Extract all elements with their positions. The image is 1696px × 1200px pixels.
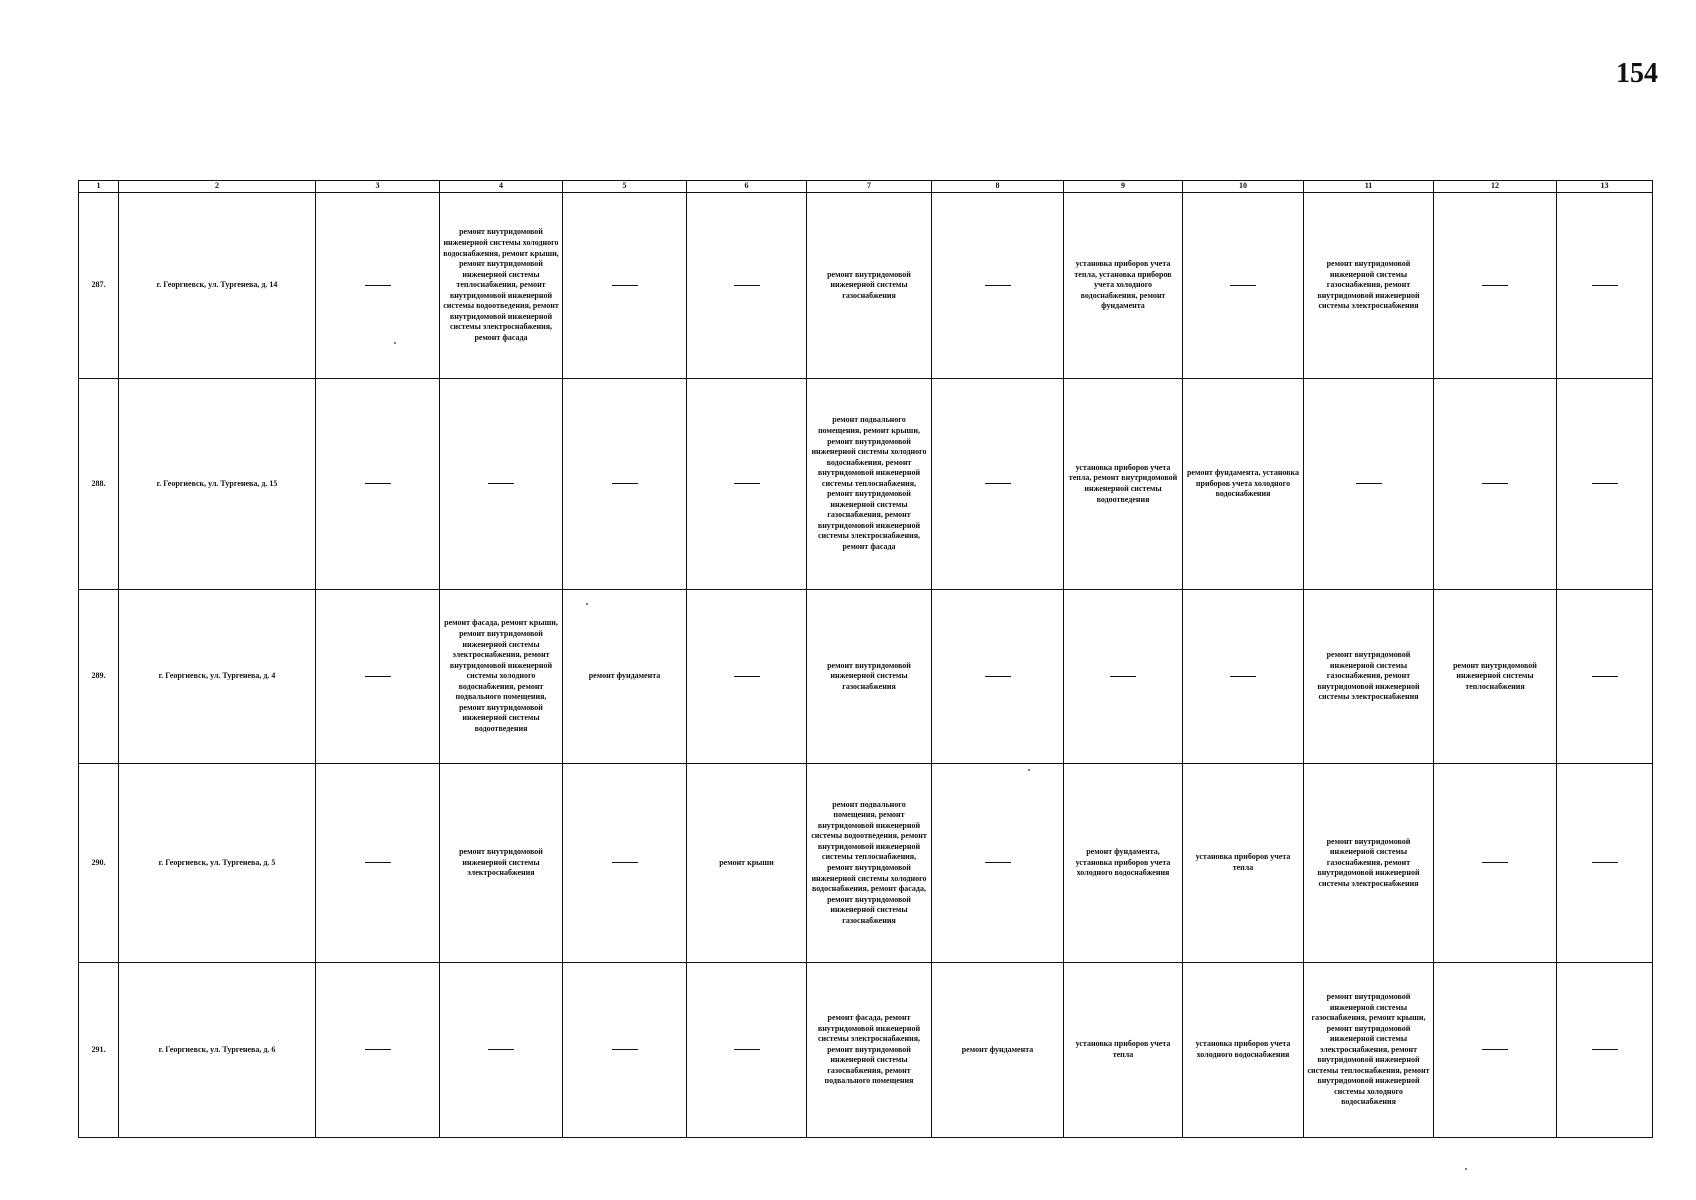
work-cell-3 <box>316 590 440 764</box>
empty-dash <box>365 285 391 286</box>
work-cell-9: установка приборов учета тепла <box>1064 963 1183 1138</box>
empty-dash <box>1110 676 1136 677</box>
empty-dash <box>985 285 1011 286</box>
work-cell-9: ремонт фундамента, установка приборов учета холодного водоснабжения <box>1064 764 1183 963</box>
work-cell-4: ремонт внутридомовой инженерной системы холодного водоснабжения, ремонт крыши, ремонт внутридомовой инженерной системы теплоснабжения, ремонт внутридомовой инженерной системы водоотведения, ремонт внутридомовой инженерной системы электроснабжения, ремонт фасада <box>440 193 563 379</box>
work-cell-9 <box>1064 590 1183 764</box>
work-cell-12 <box>1434 379 1557 590</box>
work-cell-12 <box>1434 764 1557 963</box>
work-cell-7: ремонт внутридомовой инженерной системы газоснабжения <box>807 590 932 764</box>
work-cell-13 <box>1557 379 1653 590</box>
work-cell-8 <box>932 590 1064 764</box>
empty-dash <box>488 483 514 484</box>
work-cell-11 <box>1304 379 1434 590</box>
work-cell-10: установка приборов учета тепла <box>1183 764 1304 963</box>
row-number-cell: 288. <box>79 379 119 590</box>
empty-dash <box>1482 285 1508 286</box>
row-number-cell: 287. <box>79 193 119 379</box>
address-cell: г. Георгиевск, ул. Тургенева, д. 15 <box>119 379 316 590</box>
table-row <box>79 764 1653 963</box>
work-cell-13 <box>1557 764 1653 963</box>
work-cell-11: ремонт внутридомовой инженерной системы газоснабжения, ремонт внутридомовой инженерной системы электроснабжения <box>1304 764 1434 963</box>
work-cell-13 <box>1557 590 1653 764</box>
address-cell: г. Георгиевск, ул. Тургенева, д. 6 <box>119 963 316 1138</box>
empty-dash <box>985 483 1011 484</box>
work-cell-4 <box>440 963 563 1138</box>
work-cell-5 <box>563 379 687 590</box>
empty-dash <box>985 676 1011 677</box>
work-cell-11: ремонт внутридомовой инженерной системы газоснабжения, ремонт внутридомовой инженерной системы электроснабжения <box>1304 590 1434 764</box>
work-cell-6 <box>687 590 807 764</box>
table-row <box>79 963 1653 1138</box>
empty-dash <box>365 483 391 484</box>
work-cell-5 <box>563 764 687 963</box>
empty-dash <box>1592 862 1618 863</box>
page-number: 154 <box>1616 58 1658 89</box>
work-cell-10 <box>1183 193 1304 379</box>
work-cell-6 <box>687 963 807 1138</box>
work-cell-7: ремонт внутридомовой инженерной системы газоснабжения <box>807 193 932 379</box>
work-cell-3 <box>316 379 440 590</box>
work-cell-4 <box>440 379 563 590</box>
work-cell-4: ремонт фасада, ремонт крыши, ремонт внутридомовой инженерной системы электроснабжения, ремонт внутридомовой инженерной системы холодного водоснабжения, ремонт подвального помещения, ремонт внутридомовой инженерной системы водоотведения <box>440 590 563 764</box>
column-number: 10 <box>1183 181 1304 193</box>
work-cell-12: ремонт внутридомовой инженерной системы теплоснабжения <box>1434 590 1557 764</box>
empty-dash <box>612 483 638 484</box>
work-cell-7: ремонт фасада, ремонт внутридомовой инженерной системы электроснабжения, ремонт внутридомовой инженерной системы газоснабжения, ремонт подвального помещения <box>807 963 932 1138</box>
column-number: 13 <box>1557 181 1653 193</box>
empty-dash <box>1482 483 1508 484</box>
address-cell: г. Георгиевск, ул. Тургенева, д. 14 <box>119 193 316 379</box>
column-number: 8 <box>932 181 1064 193</box>
empty-dash <box>1356 483 1382 484</box>
column-number: 4 <box>440 181 563 193</box>
work-cell-3 <box>316 963 440 1138</box>
work-cell-10: установка приборов учета холодного водоснабжения <box>1183 963 1304 1138</box>
work-cell-8 <box>932 379 1064 590</box>
work-cell-11: ремонт внутридомовой инженерной системы газоснабжения, ремонт крыши, ремонт внутридомовой инженерной системы электроснабжения, ремонт внутридомовой инженерной системы теплоснабжения, ремонт внутридомовой инженерной системы холодного водоснабжения <box>1304 963 1434 1138</box>
work-cell-6: ремонт крыши <box>687 764 807 963</box>
empty-dash <box>1230 285 1256 286</box>
work-cell-5: ремонт фундамента <box>563 590 687 764</box>
work-cell-3 <box>316 764 440 963</box>
column-number: 5 <box>563 181 687 193</box>
empty-dash <box>1592 483 1618 484</box>
empty-dash <box>1482 862 1508 863</box>
column-number: 6 <box>687 181 807 193</box>
column-number: 9 <box>1064 181 1183 193</box>
column-number: 2 <box>119 181 316 193</box>
column-number: 3 <box>316 181 440 193</box>
empty-dash <box>365 862 391 863</box>
work-cell-6 <box>687 193 807 379</box>
work-cell-7: ремонт подвального помещения, ремонт внутридомовой инженерной системы водоотведения, ремонт внутридомовой инженерной системы теплоснабжения, ремонт внутридомовой инженерной системы холодного водоснабжения, ремонт фасада, ремонт внутридомовой инженерной системы газоснабжения <box>807 764 932 963</box>
row-number-cell: 289. <box>79 590 119 764</box>
work-cell-5 <box>563 193 687 379</box>
work-cell-6 <box>687 379 807 590</box>
work-cell-13 <box>1557 193 1653 379</box>
column-number: 7 <box>807 181 932 193</box>
table-body <box>79 193 1653 1138</box>
empty-dash <box>985 862 1011 863</box>
row-number-cell: 290. <box>79 764 119 963</box>
work-cell-10 <box>1183 590 1304 764</box>
empty-dash <box>612 285 638 286</box>
empty-dash <box>1592 676 1618 677</box>
empty-dash <box>612 862 638 863</box>
work-cell-13 <box>1557 963 1653 1138</box>
column-number-row <box>79 181 1653 193</box>
column-number: 1 <box>79 181 119 193</box>
column-number: 11 <box>1304 181 1434 193</box>
work-cell-9: установка приборов учета тепла, ремонт внутридомовой инженерной системы водоотведения <box>1064 379 1183 590</box>
empty-dash <box>612 1049 638 1050</box>
work-cell-9: установка приборов учета тепла, установка приборов учета холодного водоснабжения, ремонт фундамента <box>1064 193 1183 379</box>
address-cell: г. Георгиевск, ул. Тургенева, д. 4 <box>119 590 316 764</box>
empty-dash <box>488 1049 514 1050</box>
empty-dash <box>1592 285 1618 286</box>
empty-dash <box>1592 1049 1618 1050</box>
scan-speck <box>1028 769 1030 771</box>
repair-schedule-table <box>78 180 1653 1138</box>
empty-dash <box>734 483 760 484</box>
empty-dash <box>1482 1049 1508 1050</box>
table-row <box>79 193 1653 379</box>
work-cell-8 <box>932 193 1064 379</box>
scan-speck <box>394 342 396 344</box>
address-cell: г. Георгиевск, ул. Тургенева, д. 5 <box>119 764 316 963</box>
work-cell-4: ремонт внутридомовой инженерной системы электроснабжения <box>440 764 563 963</box>
empty-dash <box>734 285 760 286</box>
empty-dash <box>734 1049 760 1050</box>
work-cell-8: ремонт фундамента <box>932 963 1064 1138</box>
column-number: 12 <box>1434 181 1557 193</box>
table-row <box>79 590 1653 764</box>
work-cell-7: ремонт подвального помещения, ремонт крыши, ремонт внутридомовой инженерной системы холодного водоснабжения, ремонт внутридомовой инженерной системы теплоснабжения, ремонт внутридомовой инженерной системы газоснабжения, ремонт внутридомовой инженерной системы электроснабжения, ремонт фасада <box>807 379 932 590</box>
work-cell-11: ремонт внутридомовой инженерной системы газоснабжения, ремонт внутридомовой инженерной системы электроснабжения <box>1304 193 1434 379</box>
scan-speck <box>586 603 588 605</box>
row-number-cell: 291. <box>79 963 119 1138</box>
table-row <box>79 379 1653 590</box>
work-cell-10: ремонт фундамента, установка приборов учета холодного водоснабжения <box>1183 379 1304 590</box>
work-cell-5 <box>563 963 687 1138</box>
empty-dash <box>365 1049 391 1050</box>
work-cell-12 <box>1434 963 1557 1138</box>
work-cell-3 <box>316 193 440 379</box>
work-cell-12 <box>1434 193 1557 379</box>
empty-dash <box>1230 676 1256 677</box>
empty-dash <box>734 676 760 677</box>
work-cell-8 <box>932 764 1064 963</box>
scan-speck <box>1465 1168 1467 1170</box>
empty-dash <box>365 676 391 677</box>
